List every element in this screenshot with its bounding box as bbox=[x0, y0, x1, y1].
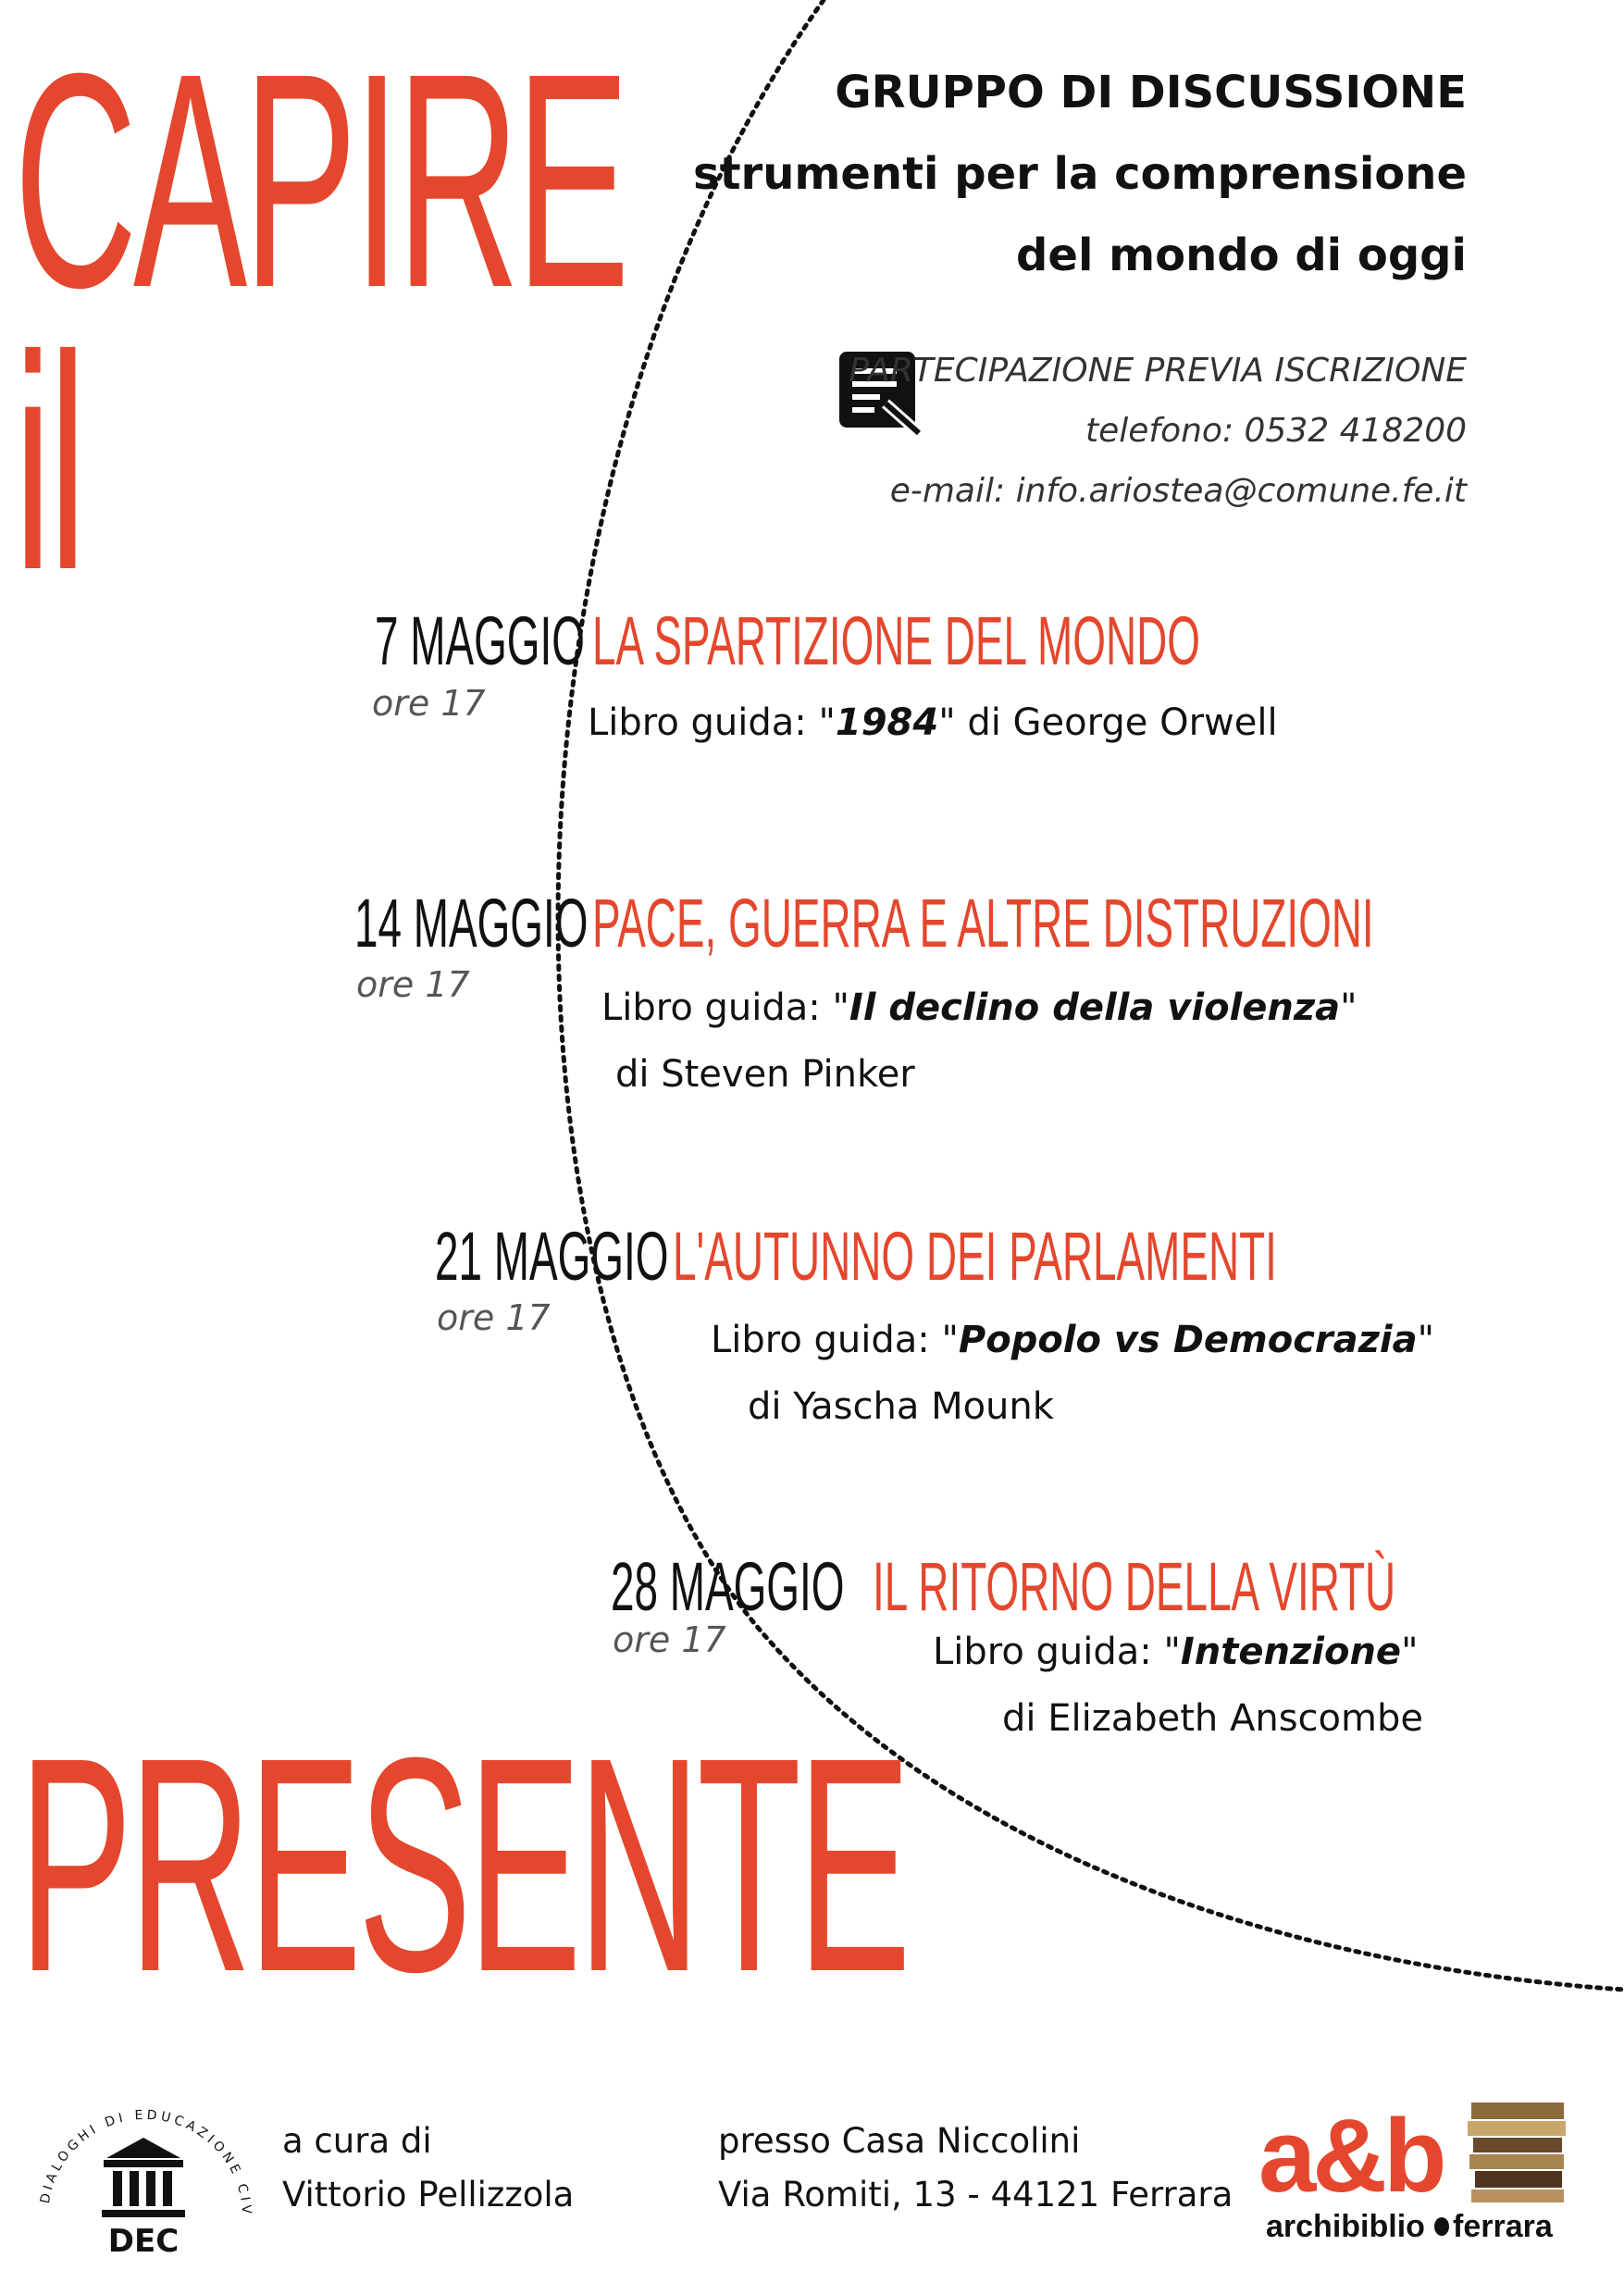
title-capire: CAPIRE bbox=[14, 9, 626, 351]
dec-logo-arc-text: DIALOGHI DI EDUCAZIONE CIV bbox=[37, 2107, 254, 2218]
header-subtitle-2: del mondo di oggi bbox=[1016, 230, 1467, 281]
header-group-title: GRUPPO DI DISCUSSIONE bbox=[835, 67, 1467, 118]
event-1-date: 7 MAGGIO bbox=[375, 602, 585, 679]
event-3-time: ore 17 bbox=[437, 1297, 551, 1338]
event-1-book-title: 1984 bbox=[835, 701, 939, 744]
event-3-author: di Yascha Mounk bbox=[748, 1385, 1054, 1428]
title-presente: PRESENTE bbox=[19, 1693, 908, 2035]
dec-logo bbox=[28, 2073, 259, 2258]
ab-logo-sub1: archibiblio bbox=[1266, 2209, 1425, 2244]
venue-label: presso Casa Niccolini bbox=[718, 2121, 1081, 2161]
event-4-time: ore 17 bbox=[613, 1619, 726, 1660]
event-2-time: ore 17 bbox=[356, 964, 470, 1005]
event-2-author: di Steven Pinker bbox=[615, 1053, 915, 1096]
event-4-topic: IL RITORNO DELLA VIRTÙ bbox=[873, 1548, 1396, 1625]
curator-label: a cura di bbox=[282, 2121, 432, 2161]
event-2-book: Libro guida: "Il declino della violenza" bbox=[601, 986, 1357, 1029]
registration-email: e-mail: info.ariostea@comune.fe.it bbox=[889, 472, 1467, 510]
event-4-date: 28 MAGGIO bbox=[611, 1548, 845, 1625]
event-3-topic: L'AUTUNNO DEI PARLAMENTI bbox=[673, 1218, 1277, 1295]
event-4-author: di Elizabeth Anscombe bbox=[1002, 1697, 1423, 1740]
archibiblio-logo bbox=[1258, 2091, 1582, 2249]
event-2-date: 14 MAGGIO bbox=[354, 885, 589, 961]
event-1-time: ore 17 bbox=[372, 683, 486, 724]
event-1-author: di George Orwell bbox=[955, 701, 1278, 744]
dec-logo-text: DEC bbox=[107, 2223, 180, 2258]
event-3-book-title: Popolo vs Democrazia bbox=[958, 1319, 1418, 1361]
event-1-book: Libro guida: "1984" di George Orwell bbox=[588, 701, 1278, 744]
event-1-topic: LA SPARTIZIONE DEL MONDO bbox=[592, 602, 1200, 679]
curator-name: Vittorio Pellizzola bbox=[282, 2175, 575, 2214]
registration-phone: telefono: 0532 418200 bbox=[1085, 412, 1467, 450]
event-3-date: 21 MAGGIO bbox=[435, 1218, 669, 1295]
ab-logo-sub2: ferrara bbox=[1453, 2209, 1553, 2244]
event-2-book-title: Il declino della violenza bbox=[849, 986, 1341, 1029]
event-4-book: Libro guida: "Intenzione" bbox=[933, 1631, 1419, 1673]
venue-address: Via Romiti, 13 - 44121 Ferrara bbox=[718, 2175, 1233, 2214]
event-3-book: Libro guida: "Popolo vs Democrazia" bbox=[711, 1319, 1435, 1361]
event-4-book-title: Intenzione bbox=[1180, 1631, 1402, 1673]
ab-logo-text: a&b bbox=[1258, 2098, 1444, 2214]
header-subtitle-1: strumenti per la comprensione bbox=[693, 148, 1467, 200]
title-il: il bbox=[14, 292, 84, 633]
registration-note: PARTECIPAZIONE PREVIA ISCRIZIONE bbox=[849, 352, 1467, 390]
event-2-topic: PACE, GUERRA E ALTRE DISTRUZIONI bbox=[592, 885, 1374, 961]
